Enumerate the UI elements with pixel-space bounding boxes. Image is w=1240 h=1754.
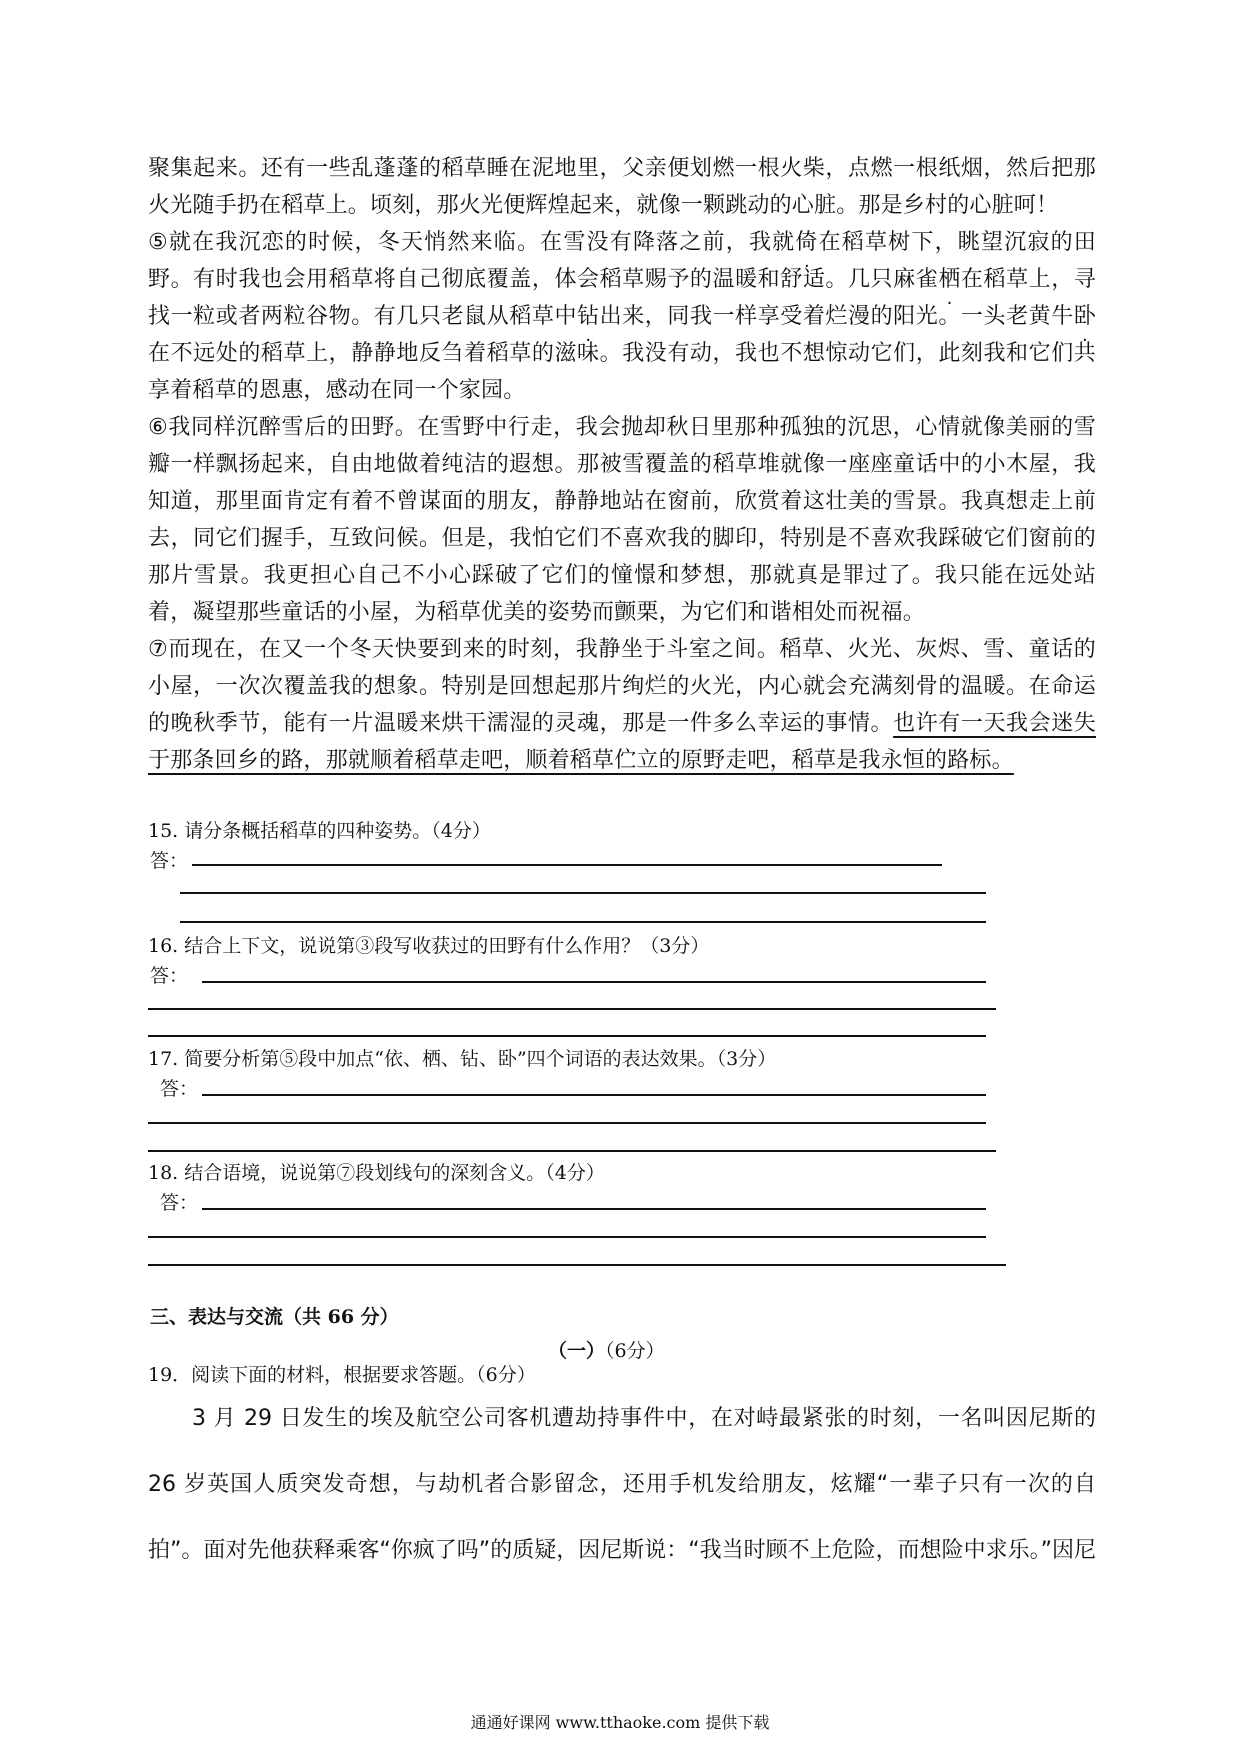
answer-label-16: 答：	[150, 965, 189, 987]
reading-material	[148, 1386, 1096, 1584]
page-footer: 通通好课网 www.tthaoke.com 提供下载	[470, 1713, 770, 1732]
material-paragraph: 3 月 29 日发生的埃及航空公司客机遭劫持事件中，在对峙最紧张的时刻，一名叫因尼斯的 26 岁英国人质突发奇想，与劫机者合影留念，还用手机发给朋友，炫耀“一辈子只有一次的自拍”。面对先他获释乘客“你疯了吗”的质疑，因尼斯说：“我当时顾不上危险，而想险中求乐。”因尼	[148, 1406, 1096, 1563]
answer-line[interactable]	[180, 892, 986, 894]
question-15: 15. 请分条概括稻草的四种姿势。（4分）	[148, 820, 491, 842]
answer-line[interactable]	[202, 1094, 986, 1096]
para5-text-3: 在稻草上，寻找一粒或者两粒谷物。有几只老鼠从稻草中	[148, 267, 1097, 329]
dotted-word-qi: 栖	[938, 267, 961, 292]
question-17: 17. 简要分析第⑤段中加点“依、栖、钻、卧”四个词语的表达效果。（3分）	[148, 1048, 777, 1070]
answer-line[interactable]	[192, 864, 942, 866]
passage-text	[148, 150, 1096, 779]
section-title: 三、表达与交流（共 66 分）	[150, 1306, 399, 1328]
question-19: 19．阅读下面的材料，根据要求答题。（6分）	[148, 1364, 536, 1386]
para5-text-5: 在不远处的稻草上，静静地反刍着稻草的滋味。我没有动，我也不想惊动它们，此刻我和它们共享着稻草的恩惠，感动在同一个家园。	[148, 341, 1096, 403]
para5-text-4: 出来，同我一样享受着烂漫的阳光。一头老黄牛	[599, 304, 1074, 329]
answer-label-15: 答：	[150, 850, 189, 872]
para5-text-1: ⑤就在我沉恋的时候，冬天悄然来临。在雪没有降落之前，我就	[148, 230, 796, 255]
answer-label-17: 答：	[160, 1078, 199, 1100]
answer-line[interactable]	[148, 1150, 996, 1152]
subsection-score: （6分）	[605, 1340, 665, 1362]
answer-line[interactable]	[148, 1236, 986, 1238]
para5-text-2: 在稻草树下，眺望沉寂的田野。有时我也会用稻草将自己彻底覆盖，体会稻草赐予的温暖和舒适。几只麻雀	[148, 230, 1096, 292]
para7-underlined-sentence: 也许有一天我会迷失于那条回乡的路，那就顺着稻草走吧，顺着稻草伫立的原野走吧，稻草是我永恒的路标。	[148, 711, 1096, 773]
answer-line[interactable]	[148, 1122, 986, 1124]
answer-line[interactable]	[202, 981, 986, 983]
question-18: 18. 结合语境，说说第⑦段划线句的深刻含义。（4分）	[148, 1162, 605, 1184]
answer-line[interactable]	[202, 1208, 986, 1210]
para7-text: ⑦而现在，在又一个冬天快要到来的时刻，我静坐于斗室之间。稻草、火光、灰烬、雪、童话的小屋，一次次覆盖我的想象。特别是回想起那片绚烂的火光，内心就会充满刻骨的温暖。在命运的晚秋季节，能有一片温暖来烘干濡湿的灵魂，那是一件多么幸运的事情。	[148, 637, 1096, 736]
subsection-number: （一）	[548, 1340, 606, 1362]
answer-line[interactable]	[148, 1264, 1006, 1266]
paragraph-7	[148, 631, 1096, 779]
paragraph-4-end: 聚集起来。还有一些乱蓬蓬的稻草睡在泥地里，父亲便划燃一根火柴，点燃一根纸烟，然后把那火光随手扔在稻草上。顷刻，那火光便辉煌起来，就像一颗跳动的心脏。那是乡村的心脏呵！	[148, 156, 1096, 218]
subsection-heading	[548, 1336, 665, 1363]
answer-line[interactable]	[148, 1035, 986, 1037]
dotted-word-yi: 倚	[795, 230, 819, 255]
paragraph-6: ⑥我同样沉醉雪后的田野。在雪野中行走，我会抛却秋日里那种孤独的沉思，心情就像美丽的雪瓣一样飘扬起来，自由地做着纯洁的遐想。那被雪覆盖的稻草堆就像一座座童话中的小木屋，我知道，那里面肯定有着不曾谋面的朋友，静静地站在窗前，欣赏着这壮美的雪景。我真想走上前去，同它们握手，互致问候。但是，我怕它们不喜欢我的脚印，特别是不喜欢我踩破它们窗前的那片雪景。我更担心自己不小心踩破了它们的憧憬和梦想，那就真是罪过了。我只能在远处站着，凝望那些童话的小屋，为稻草优美的姿势而颤栗，为它们和谐相处而祝福。	[148, 415, 1096, 625]
paragraph-5	[148, 224, 1096, 409]
question-16: 16. 结合上下文，说说第③段写收获过的田野有什么作用？（3分）	[148, 935, 710, 957]
answer-label-18: 答：	[160, 1192, 199, 1214]
answer-line[interactable]	[180, 921, 986, 923]
answer-line[interactable]	[148, 1008, 996, 1010]
dotted-word-wo: 卧	[1073, 304, 1097, 329]
dotted-word-zuan: 钻	[577, 304, 600, 329]
